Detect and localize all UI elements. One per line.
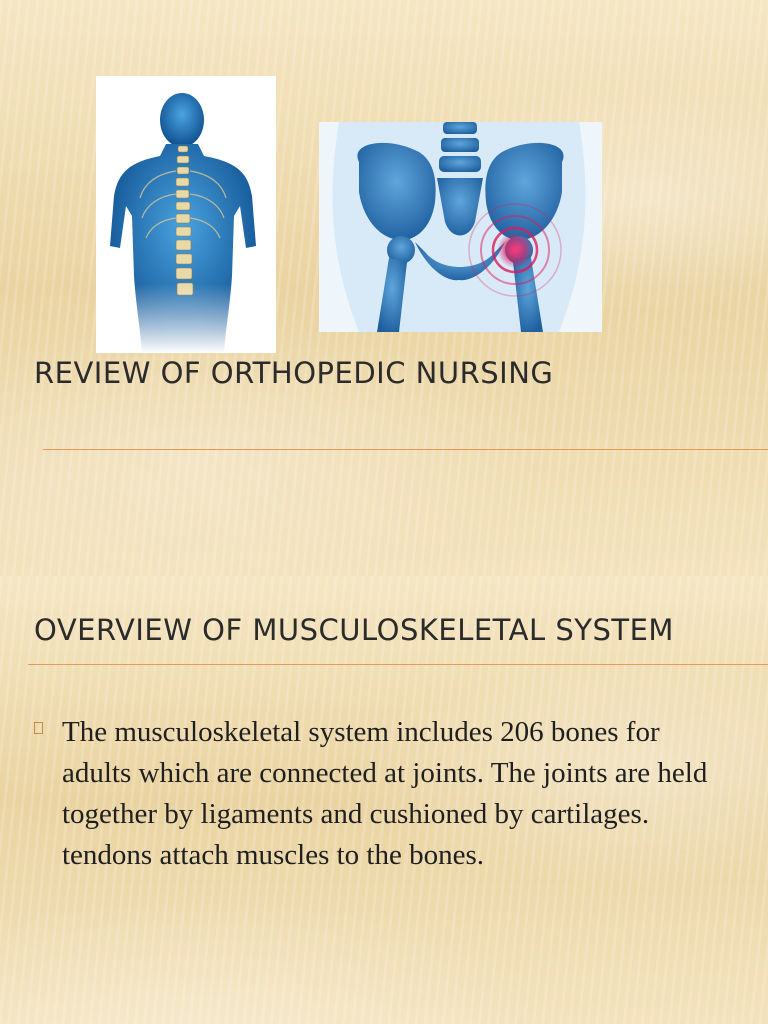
slide-title: REVIEW OF ORTHOPEDIC NURSING <box>34 356 554 390</box>
slide-title: OVERVIEW OF MUSCULOSKELETAL SYSTEM <box>34 613 674 647</box>
title-divider <box>28 664 768 665</box>
spine-image <box>96 76 276 353</box>
bullet-item <box>34 712 734 876</box>
title-divider <box>43 449 768 450</box>
content-slide <box>0 576 768 1024</box>
pelvis-pain-illustration-icon <box>319 122 602 332</box>
spine-illustration-icon <box>96 76 276 353</box>
bullet-text: The musculoskeletal system includes 206 bones for adults which are connected at joints. The joints are held together by ligaments and cushioned by cartilages. tendons attach muscles to the bones. <box>62 716 708 871</box>
bullet-icon <box>34 722 43 734</box>
pelvis-image <box>319 122 602 332</box>
